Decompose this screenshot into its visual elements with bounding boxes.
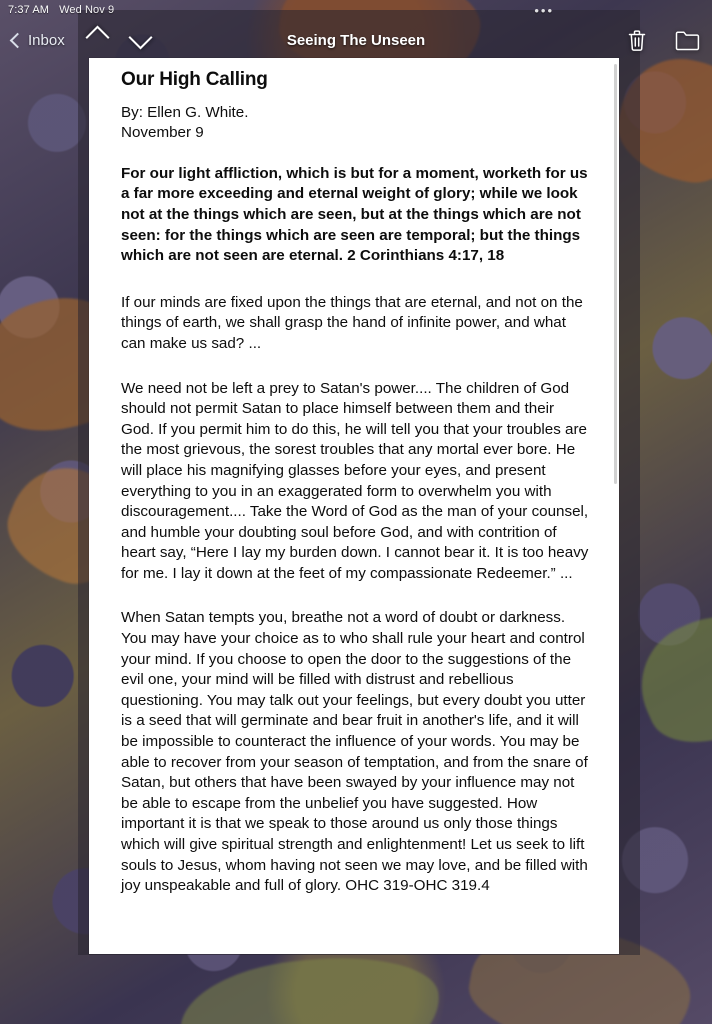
body-paragraph: When Satan tempts you, breathe not a word of doubt or darkness. You may have your choice as to who shall rule your heart and control your mind. If you choose to open the door to the suggestions of the evil one, your mind will be filled with distrust and rebellious questioning. You may talk out your feelings, but every doubt you utter is a seed that will germinate and bear fruit in another's life, and it will be impossible to counteract the influence of your words. You may be able to recover from your season of temptation, and from the snare of Satan, but others that have been swayed by your influence may not be able to escape from the unbelief you have suggested. How important it is that we speak to those around us only those things which will give spiritual strength and enlightenment! Let us seek to lift souls to Jesus, whom having not seen we may love, and be filled with joy unspeakable and full of glory. OHC 319-OHC 319.4	[121, 609, 588, 895]
move-to-folder-button[interactable]	[675, 30, 700, 51]
page-scrollbar[interactable]	[614, 64, 617, 484]
message-title: Seeing The Unseen	[286, 31, 426, 49]
author-byline: By: Ellen G. White.	[121, 103, 249, 121]
toolbar-actions	[627, 29, 700, 52]
back-to-inbox-button[interactable]	[12, 32, 65, 49]
body-paragraph: We need not be left a prey to Satan's power.... The children of God should not permit Satan to place himself between them and their God. If you permit him to do this, he will tell you that your troubles are the most grievous, the sorest troubles that any mortal ever bore. He will place his magnifying glasses before your eyes, and present everything to you in an exaggerated form to overwhelm you with discouragement.... Take the Word of God as the man of your counsel, and humble your doubting soul before God, and with contrition of heart say, “Here I lay my burden down. I cannot bear it. It is too heavy for me. I lay it down at the feet of my compassionate Redeemer.” ...	[121, 379, 589, 582]
message-body-content	[89, 58, 619, 931]
devotional-date: November 9	[121, 124, 204, 142]
mail-toolbar	[0, 20, 712, 60]
delete-message-button[interactable]	[627, 29, 647, 52]
back-button-label: Inbox	[28, 31, 65, 49]
chevron-left-icon	[10, 32, 26, 48]
status-more-dots: •••	[534, 2, 554, 18]
scripture-verse: For our light affliction, which is but for a moment, worketh for us a far more exceeding and eternal weight of glory; while we look not at the things which are seen, but at the things which are not seen: for the things which are seen are temporal; but the things which are not seen are eternal. 2 Corinthians 4:17, 18	[121, 164, 588, 265]
body-paragraph: If our minds are fixed upon the things that are eternal, and not on the things of earth, we shall grasp the hand of infinite power, and what can make us sad? ...	[121, 293, 583, 352]
status-date: Wed Nov 9	[59, 4, 115, 16]
message-nav-group	[89, 29, 149, 51]
chevron-down-icon	[128, 25, 152, 49]
devotional-title: Our High Calling	[121, 69, 268, 90]
message-body-pane[interactable]	[89, 58, 619, 954]
previous-message-button[interactable]	[89, 29, 106, 51]
next-message-button[interactable]	[132, 29, 149, 51]
status-bar	[0, 0, 712, 20]
leaf-decoration	[175, 947, 445, 1024]
chevron-up-icon	[85, 25, 109, 49]
status-time: 7:37 AM	[8, 4, 50, 16]
